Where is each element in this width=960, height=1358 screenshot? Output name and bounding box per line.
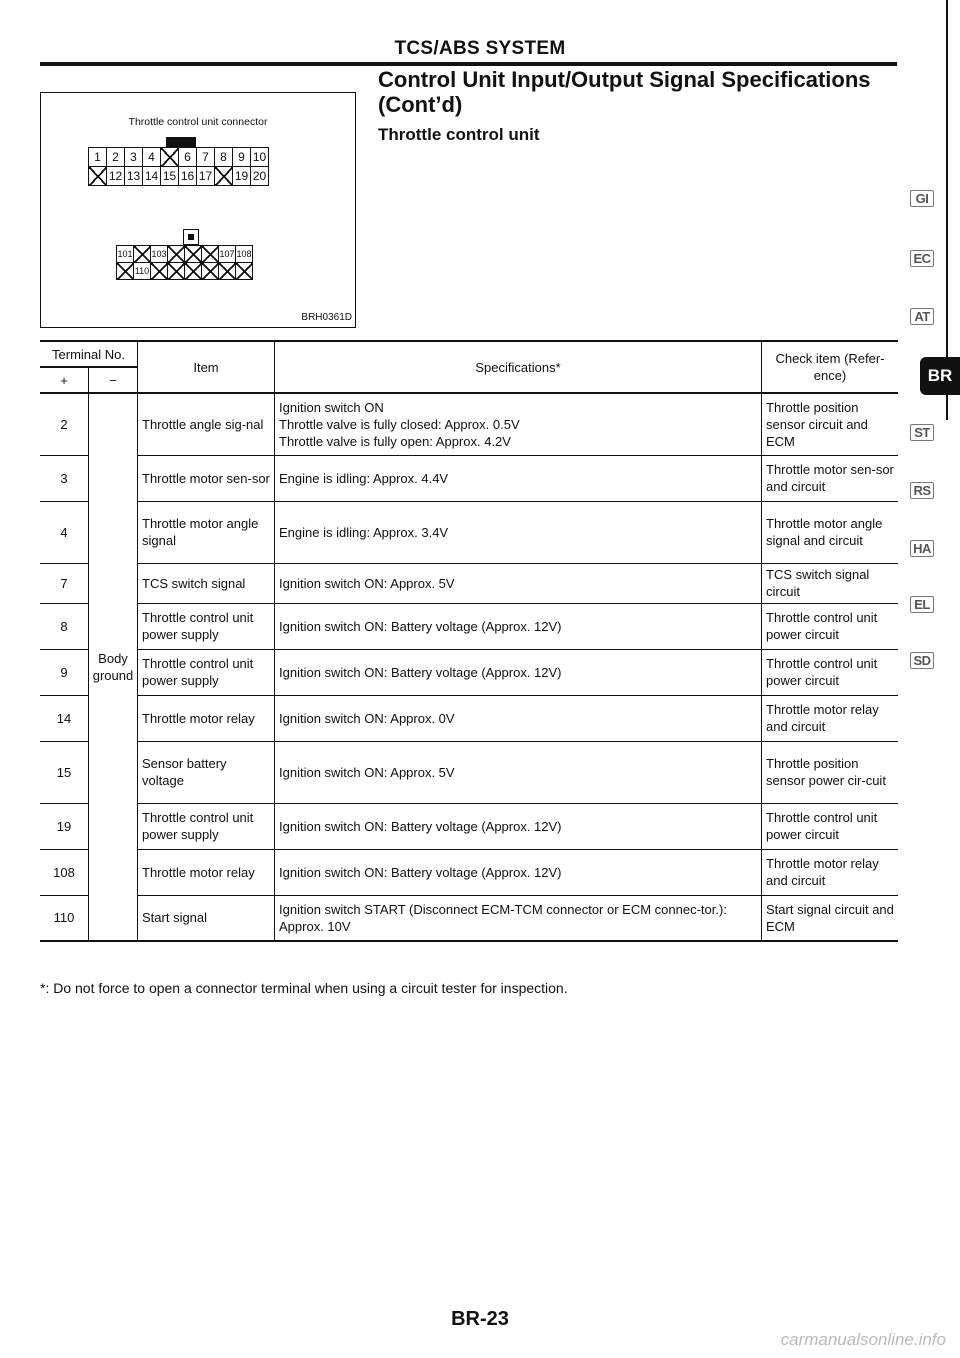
item-cell: Throttle motor angle signal bbox=[138, 501, 275, 563]
connector-pin: 4 bbox=[143, 148, 161, 167]
check-item-cell: TCS switch signal circuit bbox=[762, 563, 899, 603]
footnote: *: Do not force to open a connector terminal when using a circuit tester for inspection. bbox=[40, 980, 568, 996]
connector-pin: 19 bbox=[233, 167, 251, 186]
item-cell: Start signal bbox=[138, 895, 275, 941]
check-item-cell: Throttle control unit power circuit bbox=[762, 649, 899, 695]
item-cell: Sensor battery voltage bbox=[138, 741, 275, 803]
terminal-number: 2 bbox=[40, 393, 89, 455]
specification-cell: Ignition switch START (Disconnect ECM-TCM connector or ECM connec-tor.): Approx. 10V bbox=[275, 895, 762, 941]
side-index-gi[interactable]: GI bbox=[902, 190, 942, 207]
specification-cell: Engine is idling: Approx. 3.4V bbox=[275, 501, 762, 563]
item-cell: Throttle motor relay bbox=[138, 695, 275, 741]
table-row bbox=[40, 695, 898, 741]
minus-terminal-header: − bbox=[89, 367, 138, 393]
check-item-cell: Throttle position sensor power cir-cuit bbox=[762, 741, 899, 803]
connector-pin: 7 bbox=[197, 148, 215, 167]
unused-pin-cell bbox=[151, 263, 168, 280]
unused-pin-cell bbox=[168, 246, 185, 263]
connector-pin: 6 bbox=[179, 148, 197, 167]
header-rule bbox=[40, 62, 897, 66]
check-item-cell: Throttle control unit power circuit bbox=[762, 603, 899, 649]
side-index-br-active[interactable]: BR bbox=[920, 357, 960, 395]
connector-pin: 20 bbox=[251, 167, 269, 186]
unused-pin-cell bbox=[117, 263, 134, 280]
connector-pin: 2 bbox=[107, 148, 125, 167]
check-item-cell: Throttle control unit power circuit bbox=[762, 803, 899, 849]
connector-lock-tab bbox=[166, 137, 196, 147]
unused-pin-cell bbox=[202, 246, 219, 263]
check-item-cell: Start signal circuit and ECM bbox=[762, 895, 899, 941]
side-index-ha[interactable]: HA bbox=[902, 540, 942, 557]
terminal-number: 108 bbox=[40, 849, 89, 895]
figure-code: BRH0361D bbox=[301, 312, 352, 323]
connector-pin: 14 bbox=[143, 167, 161, 186]
side-index-at[interactable]: AT bbox=[902, 308, 942, 325]
specification-cell: Ignition switch ON: Battery voltage (Approx. 12V) bbox=[275, 603, 762, 649]
connector-pin: 9 bbox=[233, 148, 251, 167]
lower-connector-lock-tab bbox=[188, 234, 194, 240]
page-number: BR-23 bbox=[451, 1308, 509, 1330]
specification-cell: Ignition switch ON: Battery voltage (Approx. 12V) bbox=[275, 803, 762, 849]
connector-pin: 1 bbox=[89, 148, 107, 167]
side-index-ec[interactable]: EC bbox=[902, 250, 942, 267]
table-row bbox=[40, 501, 898, 563]
table-row bbox=[40, 895, 898, 941]
section-subheading: Throttle control unit bbox=[378, 125, 540, 144]
unused-pin-cell bbox=[89, 167, 107, 186]
specification-cell: Engine is idling: Approx. 4.4V bbox=[275, 455, 762, 501]
terminal-number: 19 bbox=[40, 803, 89, 849]
unused-pin-cell bbox=[161, 148, 179, 167]
terminal-number: 9 bbox=[40, 649, 89, 695]
side-index-el[interactable]: EL bbox=[902, 596, 942, 613]
connector-pin: 12 bbox=[107, 167, 125, 186]
plus-terminal-header: + bbox=[40, 367, 89, 393]
unused-pin-cell bbox=[134, 246, 151, 263]
connector-pin: 10 bbox=[251, 148, 269, 167]
connector-title: Throttle control unit connector bbox=[128, 116, 268, 128]
item-cell: Throttle control unit power supply bbox=[138, 603, 275, 649]
connector-pin: 110 bbox=[134, 263, 151, 280]
table-row bbox=[40, 393, 898, 455]
connector-pin: 8 bbox=[215, 148, 233, 167]
upper-pin-grid bbox=[88, 147, 269, 186]
connector-pin: 17 bbox=[197, 167, 215, 186]
connector-pin: 103 bbox=[151, 246, 168, 263]
item-cell: Throttle motor relay bbox=[138, 849, 275, 895]
item-cell: TCS switch signal bbox=[138, 563, 275, 603]
connector-pin: 101 bbox=[117, 246, 134, 263]
terminal-number: 8 bbox=[40, 603, 89, 649]
side-index-sd[interactable]: SD bbox=[902, 652, 942, 669]
specifications-header: Specifications* bbox=[275, 341, 762, 393]
connector-pin: 3 bbox=[125, 148, 143, 167]
item-cell: Throttle motor sen-sor bbox=[138, 455, 275, 501]
connector-pin: 107 bbox=[219, 246, 236, 263]
item-cell: Throttle control unit power supply bbox=[138, 803, 275, 849]
table-row bbox=[40, 649, 898, 695]
connector-pin: 108 bbox=[236, 246, 253, 263]
table-row bbox=[40, 849, 898, 895]
specification-cell: Ignition switch ON: Approx. 5V bbox=[275, 741, 762, 803]
watermark: carmanualsonline.info bbox=[780, 1330, 946, 1349]
check-item-cell: Throttle motor relay and circuit bbox=[762, 849, 899, 895]
terminal-number: 110 bbox=[40, 895, 89, 941]
check-item-cell: Throttle motor angle signal and circuit bbox=[762, 501, 899, 563]
connector-pin: 15 bbox=[161, 167, 179, 186]
table-row bbox=[40, 563, 898, 603]
table-row bbox=[40, 455, 898, 501]
check-item-cell: Throttle motor relay and circuit bbox=[762, 695, 899, 741]
terminal-number: 15 bbox=[40, 741, 89, 803]
check-item-cell: Throttle motor sen-sor and circuit bbox=[762, 455, 899, 501]
terminal-number: 14 bbox=[40, 695, 89, 741]
item-cell: Throttle angle sig-nal bbox=[138, 393, 275, 455]
item-cell: Throttle control unit power supply bbox=[138, 649, 275, 695]
terminal-number: 3 bbox=[40, 455, 89, 501]
table-row bbox=[40, 603, 898, 649]
side-index-st[interactable]: ST bbox=[902, 424, 942, 441]
table-row bbox=[40, 803, 898, 849]
unused-pin-cell bbox=[219, 263, 236, 280]
specification-cell: Ignition switch ON: Battery voltage (Approx. 12V) bbox=[275, 649, 762, 695]
terminal-number: 7 bbox=[40, 563, 89, 603]
unused-pin-cell bbox=[236, 263, 253, 280]
unused-pin-cell bbox=[215, 167, 233, 186]
page-header: TCS/ABS SYSTEM bbox=[394, 38, 566, 59]
specification-cell: Ignition switch ON Throttle valve is fully closed: Approx. 0.5V Throttle valve is fully open: Approx. 4.2V bbox=[275, 393, 762, 455]
terminal-number: 4 bbox=[40, 501, 89, 563]
unused-pin-cell bbox=[185, 263, 202, 280]
specification-cell: Ignition switch ON: Approx. 5V bbox=[275, 563, 762, 603]
lower-connector-lock-frame bbox=[183, 229, 199, 245]
signal-spec-table bbox=[40, 340, 898, 942]
lower-pin-grid bbox=[116, 245, 253, 280]
connector-diagram bbox=[40, 92, 356, 328]
item-header: Item bbox=[138, 341, 275, 393]
check-item-cell: Throttle position sensor circuit and ECM bbox=[762, 393, 899, 455]
section-heading: Control Unit Input/Output Signal Specifications (Cont’d) bbox=[378, 67, 871, 117]
check-item-header: Check item (Refer-ence) bbox=[762, 341, 899, 393]
connector-pin: 13 bbox=[125, 167, 143, 186]
connector-pin: 16 bbox=[179, 167, 197, 186]
specification-cell: Ignition switch ON: Battery voltage (Approx. 12V) bbox=[275, 849, 762, 895]
terminal-no-header: Terminal No. bbox=[40, 341, 138, 367]
specification-cell: Ignition switch ON: Approx. 0V bbox=[275, 695, 762, 741]
body-ground-terminal: Body ground bbox=[89, 393, 138, 941]
table-row bbox=[40, 741, 898, 803]
side-index-rs[interactable]: RS bbox=[902, 482, 942, 499]
unused-pin-cell bbox=[168, 263, 185, 280]
unused-pin-cell bbox=[185, 246, 202, 263]
unused-pin-cell bbox=[202, 263, 219, 280]
